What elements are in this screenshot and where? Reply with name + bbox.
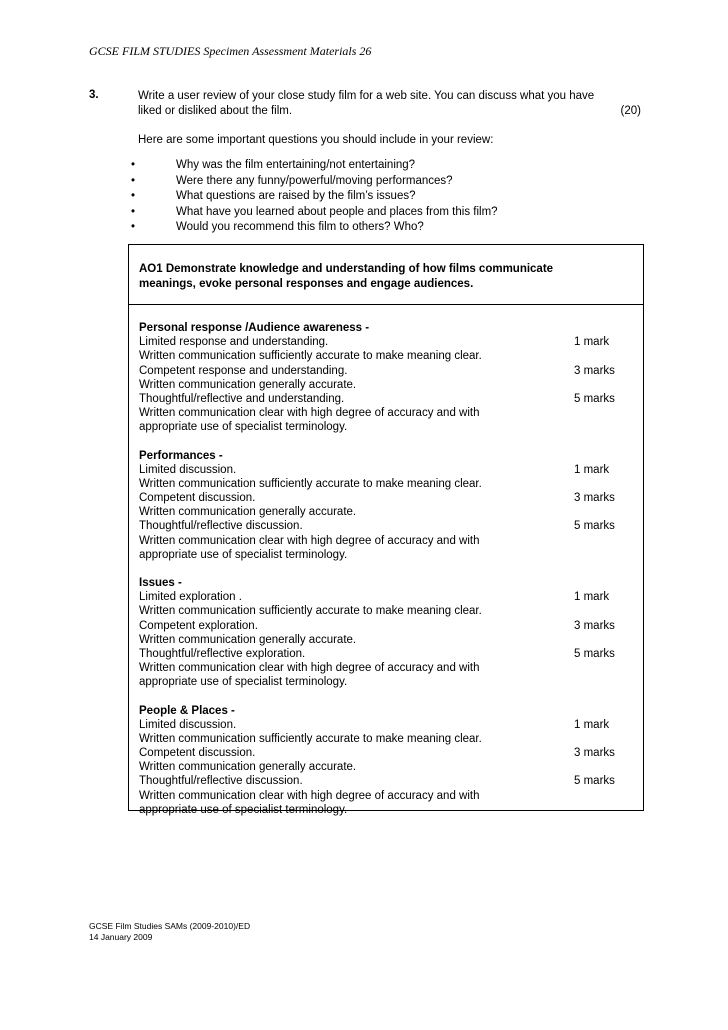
criterion-text: Thoughtful/reflective discussion. [139, 775, 303, 788]
mark-value: 3 marks [574, 364, 615, 377]
mark-value: 1 mark [574, 463, 610, 476]
table-row [139, 335, 634, 349]
mark-value: 5 marks [574, 520, 615, 533]
bullet-icon: • [131, 159, 136, 171]
table-row [139, 633, 634, 647]
question-bullet-list [128, 159, 498, 237]
mark-value [574, 349, 634, 363]
section-title: People & Places - [139, 704, 235, 717]
page-footer: GCSE Film Studies SAMs (2009-2010)/ED 14 January 2009 [89, 921, 251, 942]
criterion-text: Competent response and understanding. [139, 364, 348, 377]
criterion-text: appropriate use of specialist terminology. [139, 803, 348, 816]
table-row [139, 378, 634, 392]
table-row [139, 463, 634, 477]
question-text-line1: Write a user review of your close study film for a web site. You can discuss what you have [138, 90, 595, 102]
bullet-icon: • [131, 221, 136, 233]
page-header: GCSE FILM STUDIES Specimen Assessment Materials 26 [89, 44, 372, 58]
table-row [139, 604, 634, 618]
table-divider [129, 304, 643, 305]
mark-value [574, 378, 634, 392]
table-row [139, 675, 634, 689]
table-row [139, 590, 634, 604]
table-row [139, 619, 634, 633]
table-row [139, 406, 634, 420]
criterion-text: Competent exploration. [139, 619, 258, 632]
mark-value [574, 675, 634, 689]
criterion-text: Written communication sufficiently accurate to make meaning clear. [139, 477, 482, 490]
mark-value: 3 marks [574, 619, 615, 632]
question-marks: (20) [620, 105, 641, 117]
criterion-text: Thoughtful/reflective and understanding. [139, 392, 345, 405]
mark-value [574, 604, 634, 618]
scheme-section [139, 449, 634, 563]
scheme-section [139, 321, 634, 435]
mark-value [574, 534, 634, 548]
criterion-text: Written communication clear with high degree of accuracy and with [139, 407, 480, 420]
table-row [139, 803, 634, 817]
list-item: • Would you recommend this film to others? Who? [128, 221, 498, 237]
table-row [139, 477, 634, 491]
criterion-text: Limited exploration . [139, 591, 242, 604]
mark-value [574, 803, 634, 817]
table-row [139, 420, 634, 434]
criterion-text: Written communication sufficiently accurate to make meaning clear. [139, 605, 482, 618]
criterion-text: Limited discussion. [139, 463, 237, 476]
criterion-text: Thoughtful/reflective exploration. [139, 647, 306, 660]
mark-scheme-table [128, 244, 644, 816]
mark-value: 5 marks [574, 392, 615, 405]
criterion-text: appropriate use of specialist terminology. [139, 548, 348, 561]
table-row [139, 732, 634, 746]
mark-value: 3 marks [574, 492, 615, 505]
list-item: • Were there any funny/powerful/moving performances? [128, 175, 498, 191]
criterion-text: Competent discussion. [139, 747, 256, 760]
bullet-icon: • [131, 174, 136, 187]
table-row [139, 548, 634, 562]
table-row [139, 505, 634, 519]
criterion-text: appropriate use of specialist terminology. [139, 676, 348, 689]
criterion-text: Written communication clear with high degree of accuracy and with [139, 789, 480, 802]
list-item: • What have you learned about people and places from this film? [128, 206, 498, 222]
criterion-text: Written communication clear with high degree of accuracy and with [139, 662, 480, 675]
list-item: • Why was the film entertaining/not entertaining? [128, 159, 498, 175]
mark-value [574, 406, 634, 420]
criterion-text: Written communication sufficiently accurate to make meaning clear. [139, 732, 482, 745]
table-row [139, 760, 634, 774]
mark-value: 1 mark [574, 591, 610, 604]
section-title: Performances - [139, 449, 223, 462]
bullet-icon: • [131, 190, 136, 202]
table-row [139, 647, 634, 661]
table-row [139, 392, 634, 406]
table-row [139, 534, 634, 548]
question-text-line2: liked or disliked about the film. [138, 105, 293, 117]
ao1-heading: AO1 Demonstrate knowledge and understanding of how films communicate meanings, evoke personal responses and engage audiences. [139, 263, 554, 290]
table-row [139, 349, 634, 363]
mark-scheme-sections [139, 321, 634, 831]
section-title: Personal response /Audience awareness - [139, 322, 370, 334]
criterion-text: Written communication sufficiently accurate to make meaning clear. [139, 350, 482, 363]
scheme-section [139, 576, 634, 690]
mark-value [574, 477, 634, 491]
bullet-icon: • [131, 205, 136, 218]
criterion-text: Written communication generally accurate. [139, 633, 357, 646]
mark-value [574, 732, 634, 746]
mark-value [574, 505, 634, 519]
mark-value: 1 mark [574, 718, 610, 731]
question-prompt: Here are some important questions you should include in your review: [138, 134, 494, 146]
table-row [139, 364, 634, 378]
question-number: 3. [89, 89, 99, 101]
mark-value [574, 633, 634, 647]
mark-value [574, 420, 634, 434]
criterion-text: Written communication generally accurate. [139, 378, 357, 391]
criterion-text: Thoughtful/reflective discussion. [139, 520, 303, 533]
table-row [139, 774, 634, 788]
question-text [138, 89, 641, 119]
mark-value [574, 789, 634, 803]
criterion-text: appropriate use of specialist terminology. [139, 421, 348, 434]
criterion-text: Written communication generally accurate. [139, 506, 357, 519]
scheme-section [139, 704, 634, 818]
mark-value: 5 marks [574, 775, 615, 788]
mark-value: 1 mark [574, 336, 610, 349]
mark-value: 3 marks [574, 747, 615, 760]
mark-value [574, 760, 634, 774]
list-item: • What questions are raised by the film’s issues? [128, 190, 498, 206]
criterion-text: Written communication generally accurate. [139, 761, 357, 774]
criterion-text: Written communication clear with high degree of accuracy and with [139, 534, 480, 547]
mark-value [574, 548, 634, 562]
mark-value: 5 marks [574, 647, 615, 660]
mark-value [574, 661, 634, 675]
criterion-text: Limited response and understanding. [139, 336, 329, 349]
table-row [139, 491, 634, 505]
table-row [139, 789, 634, 803]
table-row [139, 718, 634, 732]
table-row [139, 661, 634, 675]
criterion-text: Competent discussion. [139, 492, 256, 505]
criterion-text: Limited discussion. [139, 718, 237, 731]
table-row [139, 746, 634, 760]
section-title: Issues - [139, 577, 182, 589]
table-row [139, 519, 634, 533]
question-text-line2-row [138, 104, 641, 119]
